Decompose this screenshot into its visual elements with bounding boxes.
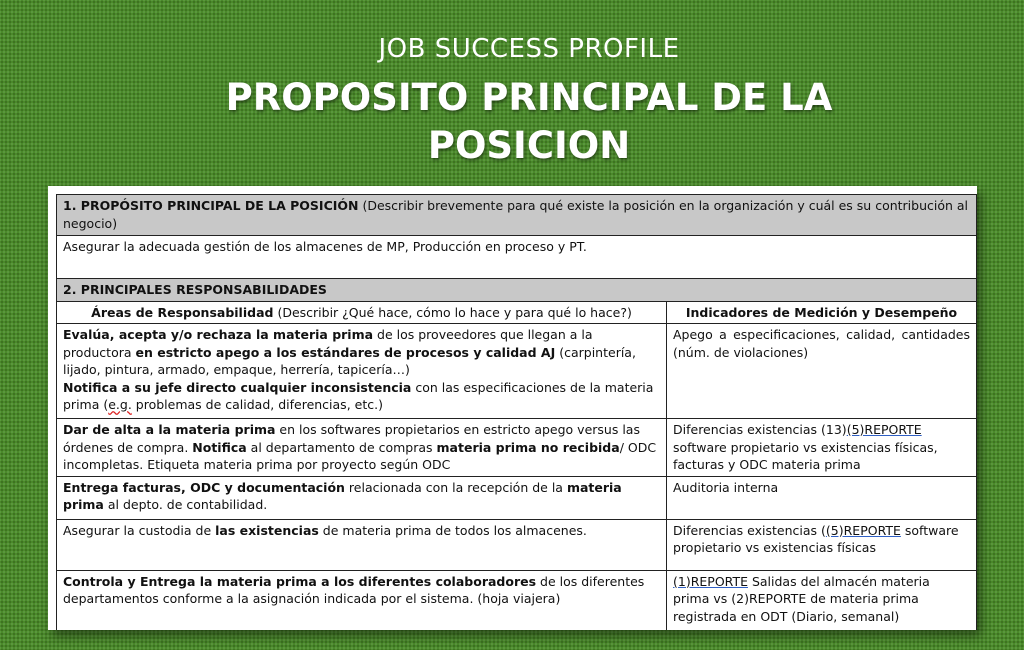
responsibility-row-1: [57, 324, 977, 419]
section1-heading: 1. PROPÓSITO PRINCIPAL DE LA POSICIÓN: [63, 198, 359, 213]
responsibility-cell: [57, 324, 667, 419]
text-bold: Notifica: [192, 439, 247, 455]
indicator-text: Apego a especificaciones, calidad, cantidades (núm. de violaciones): [673, 327, 971, 360]
job-profile-table: [56, 194, 977, 630]
section1-description: (Describir brevemente para qué existe la posición en la organización y cuál es su contribución al negocio): [63, 198, 969, 231]
indicator-text: Diferencias existencias (13): [673, 422, 847, 437]
text: problemas de calidad, diferencias, etc.): [131, 397, 383, 412]
section1-content: Asegurar la adecuada gestión de los almacenes de MP, Producción en proceso y PT.: [63, 239, 587, 254]
responsibility-cell: [57, 419, 667, 477]
text-bold: Dar de alta a la materia prima: [63, 422, 276, 437]
section1-header-row: [57, 195, 977, 236]
page-subtitle: JOB SUCCESS PROFILE: [378, 34, 680, 64]
column-header-row: [57, 301, 977, 324]
text-bold: materia prima: [63, 479, 622, 512]
title-line-1: PROPOSITO PRINCIPAL DE LA: [225, 76, 833, 119]
indicator-text: Diferencias existencias (: [673, 522, 826, 538]
title-line-2: POSICION: [427, 124, 631, 167]
areas-column-header: [57, 301, 667, 324]
areas-header-note: (Describir ¿Qué hace, cómo lo hace y para qué lo hace?): [273, 304, 632, 320]
text: relacionada con la recepción de la: [344, 479, 567, 495]
text: Asegurar la custodia de: [63, 522, 216, 538]
indicator-cell: [667, 419, 977, 477]
responsibility-cell: [57, 476, 667, 519]
section2-heading: 2. PRINCIPALES RESPONSABILIDADES: [63, 282, 327, 297]
text-bold: materia prima no recibida: [436, 439, 620, 455]
indicator-cell: [667, 324, 977, 419]
text-bold: Entrega facturas, ODC y documentación: [63, 479, 345, 495]
indicators-header: Indicadores de Medición y Desempeño: [685, 304, 958, 320]
text-bold: Controla y Entrega la materia prima a los diferentes colaboradores: [63, 573, 537, 589]
text-bold: Notifica a su jefe directo cualquier inconsistencia: [63, 379, 412, 395]
report-link[interactable]: (1)REPORTE: [673, 573, 748, 589]
section2-header-cell: [57, 279, 977, 302]
report-link[interactable]: (5)REPORTE: [846, 422, 922, 437]
indicator-text: software propietario vs existencias físicas, facturas y ODC materia prima: [673, 439, 938, 472]
section1-header-cell: [57, 195, 977, 236]
areas-header-bold: Áreas de Responsabilidad: [91, 304, 274, 320]
text: con las especificaciones de la materia prima (: [63, 379, 654, 412]
document-panel: [48, 186, 977, 630]
responsibility-row-4: [57, 519, 977, 570]
section1-content-cell: [57, 236, 977, 279]
indicator-text: software propietario vs existencias físicas: [673, 522, 959, 555]
section1-content-row: [57, 236, 977, 279]
responsibility-cell: [57, 570, 667, 630]
report-link[interactable]: (5)REPORTE: [825, 522, 901, 538]
indicator-cell: [667, 476, 977, 519]
text: / ODC incompletas. Etiqueta materia prima por proyecto según ODC: [63, 439, 657, 472]
text: (carpintería, lijado, pintura, armado, empaque, herrería, tapicería…): [63, 344, 636, 377]
page-title: [0, 74, 1024, 170]
text: en los softwares propietarios en estricto apego versus las órdenes de compra.: [63, 422, 640, 455]
indicator-cell: [667, 570, 977, 630]
responsibility-row-2: [57, 419, 977, 477]
indicator-cell: [667, 519, 977, 570]
text-bold: las existencias: [215, 522, 319, 538]
section2-header-row: [57, 279, 977, 302]
indicator-text: Auditoria interna: [673, 479, 779, 495]
responsibility-cell: [57, 519, 667, 570]
text: de materia prima de todos los almacenes.: [318, 522, 587, 538]
responsibility-row-5: [57, 570, 977, 630]
indicator-text: Salidas del almacén materia prima vs (2)REPORTE de materia prima registrada en ODT (Diario, semanal): [673, 573, 930, 624]
text: al depto. de contabilidad.: [103, 497, 268, 512]
spellcheck-word: e.g.: [108, 397, 132, 412]
text: de los proveedores que llegan a la productora: [63, 327, 593, 360]
text-bold: en estricto apego a los estándares de procesos y calidad AJ: [135, 344, 556, 360]
text: de los diferentes departamentos conforme a la asignación indicada por el sistema. (hoja viajera): [63, 573, 645, 606]
text-bold: Evalúa, acepta y/o rechaza la materia prima: [63, 327, 374, 342]
text: al departamento de compras: [246, 439, 437, 455]
responsibility-row-3: [57, 476, 977, 519]
indicators-column-header: [667, 301, 977, 324]
